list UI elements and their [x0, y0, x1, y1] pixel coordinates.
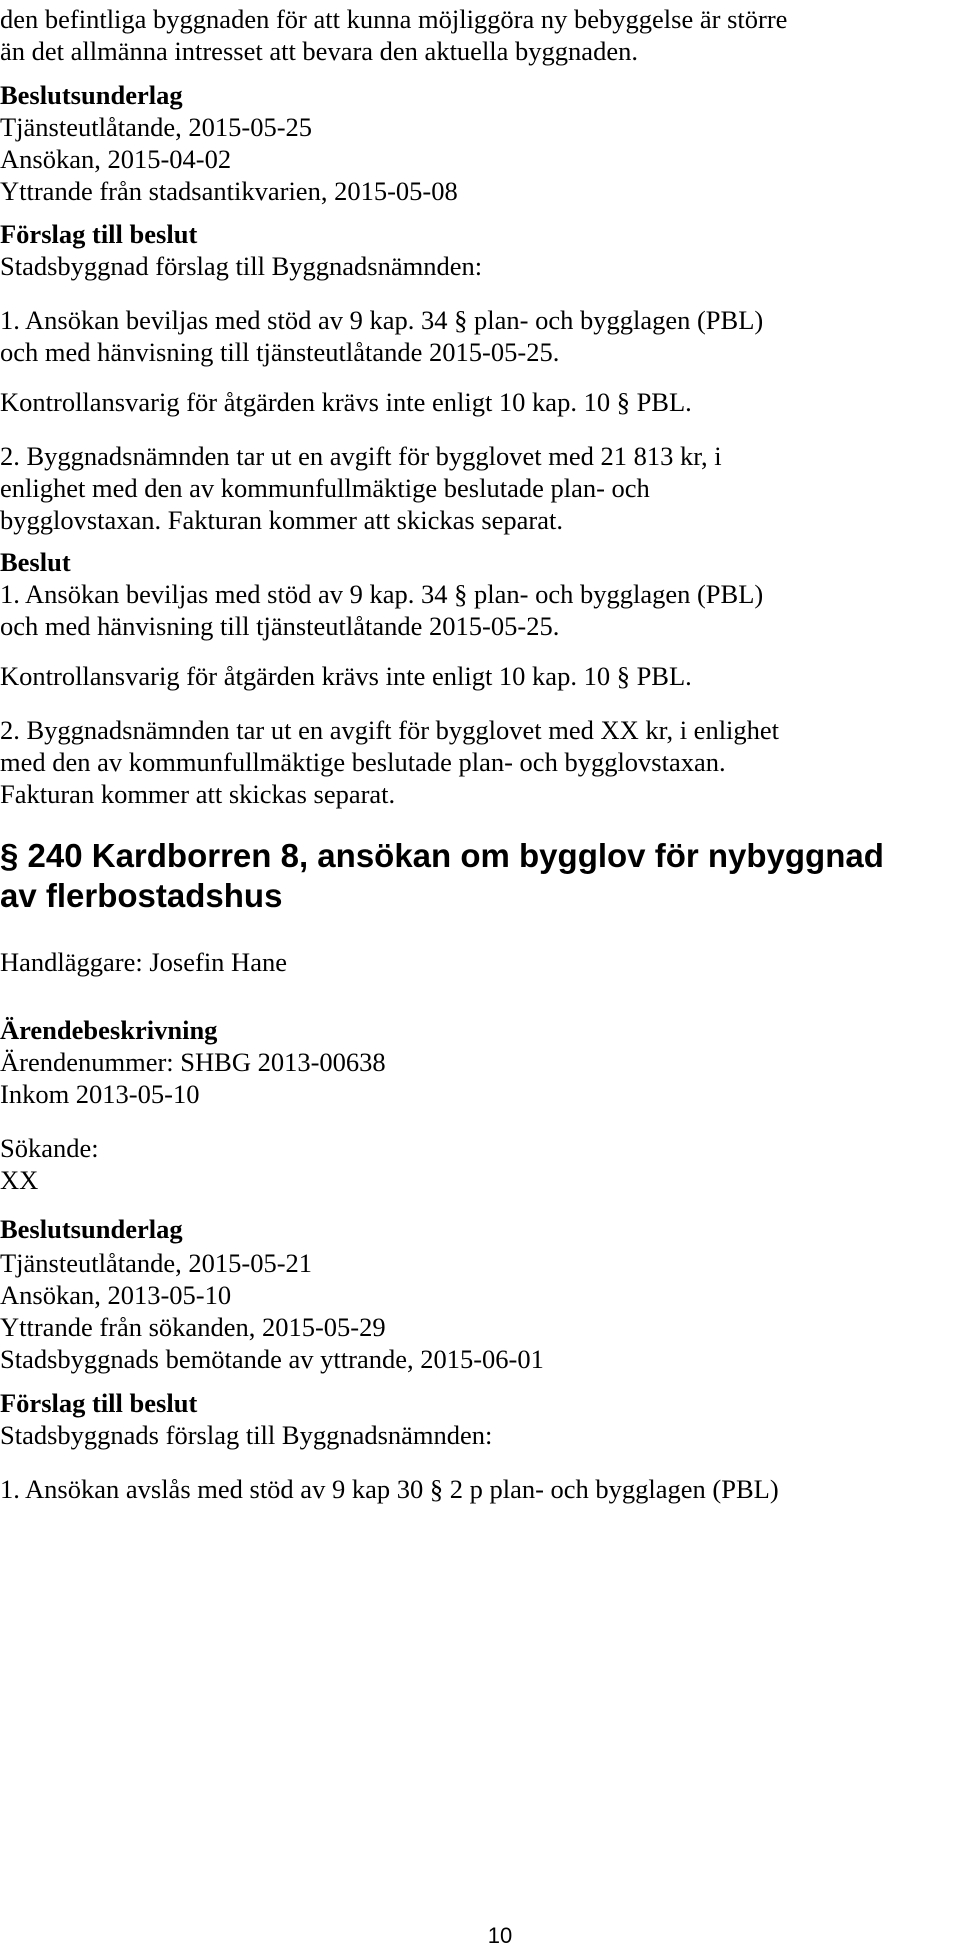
underlag-item: Tjänsteutlåtande, 2015-05-25 [0, 112, 313, 142]
arendebeskrivning-heading: Ärendebeskrivning [0, 1015, 218, 1045]
section-240-title-cont: av flerbostadshus [0, 877, 283, 914]
beslut-point-2-cont: med den av kommunfullmäktige beslutade plan- och bygglovstaxan. [0, 747, 726, 777]
forslag-heading: Förslag till beslut [0, 219, 198, 249]
inkom-date: Inkom 2013-05-10 [0, 1079, 200, 1109]
handlaggare: Handläggare: Josefin Hane [0, 947, 287, 977]
page-number: 10 [487, 1923, 513, 1948]
beslutsunderlag-heading: Beslutsunderlag [0, 80, 183, 110]
beslut-point-1-cont: och med hänvisning till tjänsteutlåtande 2015-05-25. [0, 611, 560, 641]
intro-line: än det allmänna intresset att bevara den aktuella byggnaden. [0, 36, 638, 66]
beslut-kontrollansvarig: Kontrollansvarig för åtgärden krävs inte enligt 10 kap. 10 § PBL. [0, 661, 692, 691]
section-240-title: § 240 Kardborren 8, ansökan om bygglov för nybyggnad [0, 837, 884, 874]
underlag-item: Ansökan, 2013-05-10 [0, 1280, 232, 1310]
sokande-label: Sökande: [0, 1133, 99, 1163]
beslut-heading: Beslut [0, 547, 71, 577]
beslut-point-1: 1. Ansökan beviljas med stöd av 9 kap. 34 § plan- och bygglagen (PBL) [0, 579, 764, 609]
arendenummer: Ärendenummer: SHBG 2013-00638 [0, 1047, 386, 1077]
underlag-item: Stadsbyggnads bemötande av yttrande, 2015-06-01 [0, 1344, 544, 1374]
beslutsunderlag-heading: Beslutsunderlag [0, 1214, 183, 1244]
beslut-point-2-cont: Fakturan kommer att skickas separat. [0, 779, 396, 809]
underlag-item: Tjänsteutlåtande, 2015-05-21 [0, 1248, 313, 1278]
underlag-item: Yttrande från stadsantikvarien, 2015-05-08 [0, 176, 458, 206]
forslag-point-1-cont: och med hänvisning till tjänsteutlåtande 2015-05-25. [0, 337, 560, 367]
forslag-point-1: 1. Ansökan avslås med stöd av 9 kap 30 § 2 p plan- och bygglagen (PBL) [0, 1474, 779, 1504]
forslag-point-2-cont: enlighet med den av kommunfullmäktige beslutade plan- och [0, 473, 650, 503]
forslag-intro: Stadsbyggnads förslag till Byggnadsnämnden: [0, 1420, 493, 1450]
forslag-point-2: 2. Byggnadsnämnden tar ut en avgift för bygglovet med 21 813 kr, i [0, 441, 722, 471]
underlag-item: Yttrande från sökanden, 2015-05-29 [0, 1312, 386, 1342]
forslag-heading: Förslag till beslut [0, 1388, 198, 1418]
forslag-point-2-cont: bygglovstaxan. Fakturan kommer att skickas separat. [0, 505, 563, 535]
underlag-item: Ansökan, 2015-04-02 [0, 144, 232, 174]
forslag-kontrollansvarig: Kontrollansvarig för åtgärden krävs inte enligt 10 kap. 10 § PBL. [0, 387, 692, 417]
forslag-intro: Stadsbyggnad förslag till Byggnadsnämnden: [0, 251, 483, 281]
beslut-point-2: 2. Byggnadsnämnden tar ut en avgift för bygglovet med XX kr, i enlighet [0, 715, 780, 745]
intro-line: den befintliga byggnaden för att kunna möjliggöra ny bebyggelse är större [0, 4, 788, 34]
forslag-point-1: 1. Ansökan beviljas med stöd av 9 kap. 34 § plan- och bygglagen (PBL) [0, 305, 764, 335]
sokande-value: XX [0, 1165, 39, 1195]
